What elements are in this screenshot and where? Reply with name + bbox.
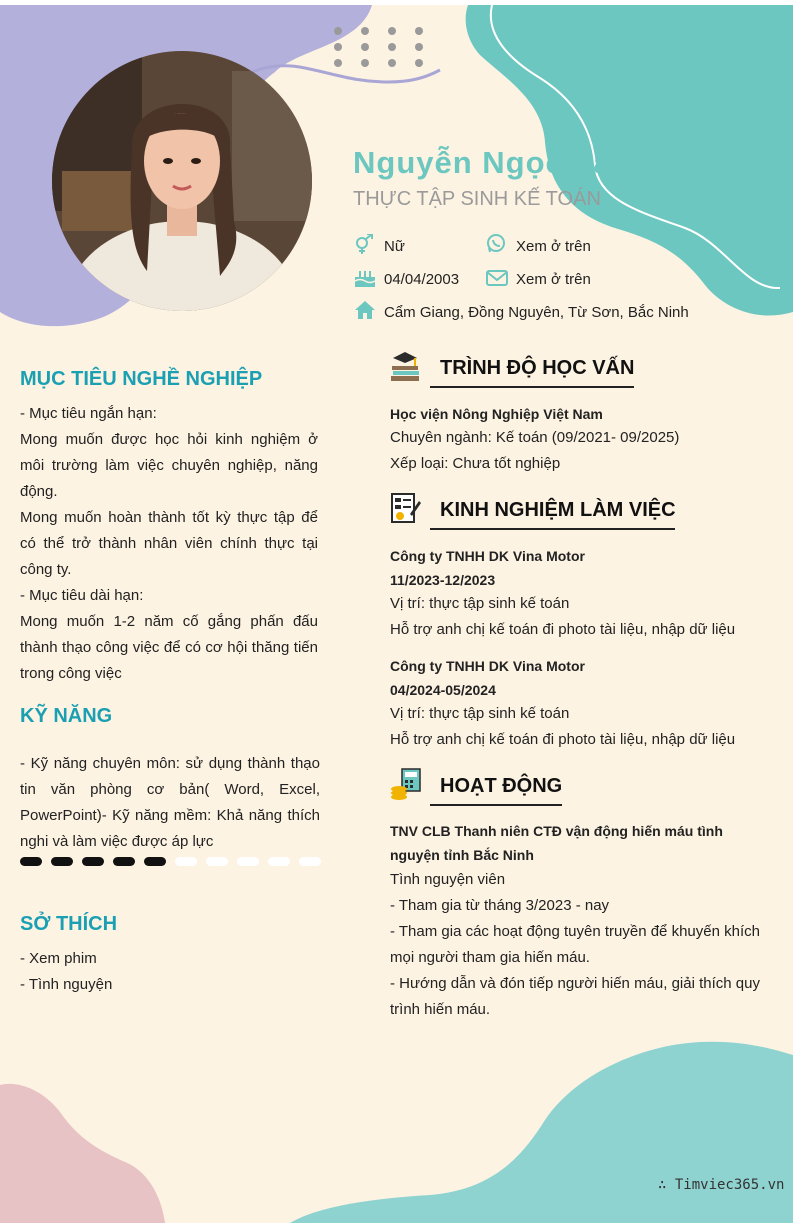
education-books-icon bbox=[390, 350, 422, 382]
skill-dot-filled bbox=[51, 857, 73, 866]
hobbies-heading: SỞ THÍCH bbox=[20, 913, 118, 935]
long-goal-label: - Mục tiêu dài hạn: bbox=[20, 587, 144, 604]
long-goal-1: Mong muốn 1-2 năm cố gắng phấn đấu thành thạo công việc để có cơ hội thăng tiến trong công việc bbox=[20, 613, 318, 682]
activity-line: - Hướng dẫn và đón tiếp người hiến máu, giải thích quy trình hiến máu. bbox=[390, 975, 760, 1018]
address-value: Cẩm Giang, Đồng Nguyên, Từ Sơn, Bắc Ninh bbox=[384, 304, 689, 321]
activity-line: - Tham gia từ tháng 3/2023 - nay bbox=[390, 897, 610, 914]
birthday-cake-icon bbox=[354, 268, 376, 288]
job-period: 04/2024-05/2024 bbox=[390, 682, 496, 698]
skills-text: - Kỹ năng chuyên môn: sử dụng thành thạo tin văn phòng cơ bản( Word, Excel, PowerPoint)- Kỹ năng mềm: Khả năng thích nghi và làm việc được áp lực bbox=[20, 755, 320, 850]
skill-dot-empty bbox=[237, 857, 259, 866]
activity-role: Tình nguyện viên bbox=[390, 871, 506, 888]
activities-icon bbox=[390, 768, 422, 800]
job-position: Vị trí: thực tập sinh kế toán bbox=[390, 705, 570, 722]
experience-underline bbox=[430, 528, 675, 530]
skill-dot-empty bbox=[299, 857, 321, 866]
profile-photo bbox=[52, 51, 312, 311]
skill-dot-filled bbox=[20, 857, 42, 866]
experience-heading: KINH NGHIỆM LÀM VIỆC bbox=[440, 499, 676, 521]
skill-dot-empty bbox=[175, 857, 197, 866]
education-underline bbox=[430, 386, 634, 388]
envelope-icon bbox=[486, 268, 508, 288]
activity-line: - Tham gia các hoạt động tuyên truyền để khuyến khích mọi người tham gia hiến máu. bbox=[390, 923, 760, 966]
short-goal-1: Mong muốn được học hỏi kinh nghiệm ở môi trường làm việc chuyên nghiệp, năng động. bbox=[20, 431, 318, 500]
dot-grid bbox=[330, 24, 430, 72]
short-goal-label: - Mục tiêu ngắn hạn: bbox=[20, 405, 157, 422]
major: Chuyên ngành: Kế toán (09/2021- 09/2025) bbox=[390, 429, 680, 446]
email-value: Xem ở trên bbox=[516, 271, 591, 288]
job-description: Hỗ trợ anh chị kế toán đi photo tài liệu, nhập dữ liệu bbox=[390, 621, 736, 638]
skill-dot-filled bbox=[113, 857, 135, 866]
education-heading: TRÌNH ĐỘ HỌC VẤN bbox=[440, 357, 635, 379]
gender-icon bbox=[354, 234, 376, 254]
activities-heading: HOẠT ĐỘNG bbox=[440, 775, 563, 797]
career-goal-heading: MỤC TIÊU NGHỀ NGHIỆP bbox=[20, 368, 263, 390]
phone-value: Xem ở trên bbox=[516, 238, 591, 255]
gender-value: Nữ bbox=[384, 238, 405, 255]
home-icon bbox=[354, 300, 376, 320]
hobby-item: - Xem phim bbox=[20, 950, 97, 967]
candidate-name: Nguyễn Ngọc Lan bbox=[353, 145, 632, 180]
job-company: Công ty TNHH DK Vina Motor bbox=[390, 548, 585, 564]
job-position: Vị trí: thực tập sinh kế toán bbox=[390, 595, 570, 612]
school-name: Học viện Nông Nghiệp Việt Nam bbox=[390, 406, 603, 422]
job-title: THỰC TẬP SINH KẾ TOÁN bbox=[353, 188, 601, 210]
grade: Xếp loại: Chưa tốt nghiệp bbox=[390, 455, 561, 472]
skill-dot-filled bbox=[82, 857, 104, 866]
phone-icon bbox=[486, 234, 508, 254]
job-description: Hỗ trợ anh chị kế toán đi photo tài liệu, nhập dữ liệu bbox=[390, 731, 736, 748]
footer-brand: ∴ Timviec365.vn bbox=[658, 1177, 785, 1193]
hobby-item: - Tình nguyện bbox=[20, 976, 113, 993]
skill-dot-empty bbox=[206, 857, 228, 866]
job-company: Công ty TNHH DK Vina Motor bbox=[390, 658, 585, 674]
activities-underline bbox=[430, 804, 562, 806]
work-experience-icon bbox=[390, 492, 422, 524]
birthdate-value: 04/04/2003 bbox=[384, 271, 460, 288]
job-period: 11/2023-12/2023 bbox=[390, 572, 496, 588]
skill-dot-filled bbox=[144, 857, 166, 866]
short-goal-2: Mong muốn hoàn thành tốt kỳ thực tập để có thể trở thành nhân viên chính thực tại công ty. bbox=[20, 509, 318, 578]
skills-heading: KỸ NĂNG bbox=[20, 705, 113, 727]
activity-org: TNV CLB Thanh niên CTĐ vận động hiến máu tình nguyện tỉnh Bắc Ninh bbox=[390, 823, 723, 863]
skill-dot-empty bbox=[268, 857, 290, 866]
